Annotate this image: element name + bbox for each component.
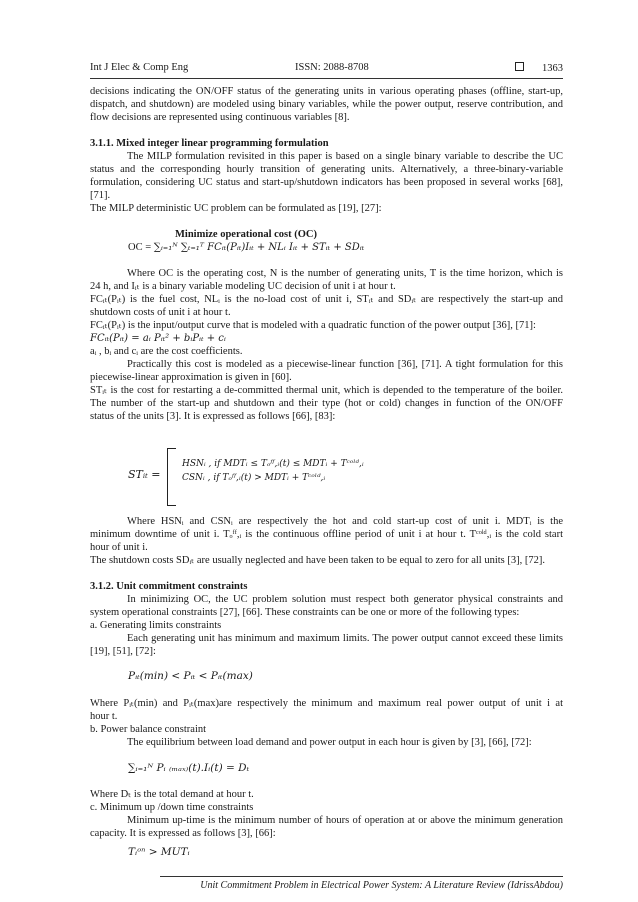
checkbox-square-icon <box>515 62 524 71</box>
power-balance-equation: ∑ᵢ₌₁ᴺ Pᵢ ₍ₘₐₓ₎(t).Iᵢ(t) = Dₜ <box>128 762 250 774</box>
shutdown-cost-line: The shutdown costs SDᵢₜ are usually neglected and have been taken to be equal to zero for all units [3], [72]. <box>90 555 546 566</box>
where-startup-line-3: hour of unit i. <box>90 542 148 553</box>
intro-paragraph: decisions indicating the ON/OFF status of the generating units in various operating phases (offline, start-up, dispatch, and shutdown) are modeled using binary variables, while the power output, reserve contribution, and flow decisions are represented using continuous variables [8]. <box>90 86 563 123</box>
objective-rhs: ∑ᵢ₌₁ᴺ ∑ₜ₌₁ᵀ FCᵢₜ(Pᵢₜ)Iᵢₜ + NLᵢ Iᵢₜ + STᵢₜ + SDᵢₜ <box>153 242 365 253</box>
list-item-b: b. Power balance constraint <box>90 724 207 735</box>
startup-cost-line-3: status of the units [3]. It is expressed as follows [66], [83]: <box>90 411 336 422</box>
journal-name: Int J Elec & Comp Eng <box>90 62 189 73</box>
page-header <box>90 62 563 76</box>
list-item-b-text: The equilibrium between load demand and power output in each hour is given by [3], [66], [72]: <box>127 737 532 748</box>
running-footer: Unit Commitment Problem in Electrical Power System: A Literature Review (IdrissAbdou) <box>200 880 563 891</box>
list-item-c-text: Minimum up-time is the minimum number of hours of operation at or above the minimum generation capacity. It is expressed as follows [3], [66]: <box>90 815 563 839</box>
startup-case-cold: CSNᵢ , if Tₒᶠᶠ,ᵢ(t) > MDTᵢ + Tᶜᵒˡᵈ,ᵢ <box>182 473 326 483</box>
min-up-time-equation: Tᵢᵒⁿ > MUTᵢ <box>128 846 190 858</box>
where-limits-line-2: hour t. <box>90 711 118 722</box>
section-heading-3-1-2: 3.1.2. Unit commitment constraints <box>90 581 248 592</box>
list-item-a: a. Generating limits constraints <box>90 620 222 631</box>
objective-lhs: OC = <box>128 242 154 253</box>
startup-cost-lhs: STᵢₜ = <box>128 468 161 481</box>
where-oc-line-3: FCᵢₜ(Pᵢₜ) is the fuel cost, NLᵢ is the no-load cost of unit i, STᵢₜ and SDᵢₜ are respectively the start-up and <box>90 294 563 305</box>
list-item-c: c. Minimum up /down time constraints <box>90 802 254 813</box>
issn: ISSN: 2088-8708 <box>295 62 369 73</box>
fuel-cost-line: FCᵢₜ(Pᵢₜ) is the input/output curve that is modeled with a quadratic function of the power output [36], [71]: <box>90 320 536 331</box>
where-startup-line-2: minimum downtime of unit i. Tₒᶠᶠ,ᵢ is the continuous offline period of unit i at hour t. Tᶜᵒˡᵈ,ᵢ is the cold start <box>90 529 563 540</box>
constraints-paragraph: In minimizing OC, the UC problem solution must respect both generator physical constraints and system operational constraints [27], [66]. These constraints can be one or more of the following types: <box>90 594 563 618</box>
objective-title: Minimize operational cost (OC) <box>175 229 318 240</box>
page-number-group <box>515 62 563 74</box>
section-heading-3-1-1: 3.1.1. Mixed integer linear programming formulation <box>90 138 329 149</box>
footer-rule <box>160 876 563 877</box>
fuel-cost-equation: FCᵢₜ(Pᵢₜ) = aᵢ Pᵢₜ² + bᵢPᵢₜ + cᵢ <box>90 333 226 344</box>
where-limits-line-1: Where Pᵢₜ(min) and Pᵢₜ(max)are respectively the minimum and maximum real power output of unit i at <box>90 698 563 709</box>
list-item-a-text: Each generating unit has minimum and maximum limits. The power output cannot exceed these limits [19], [51], [72]: <box>90 633 563 657</box>
where-oc-line-4: shutdown costs of unit i at hour t. <box>90 307 231 318</box>
milp-paragraph: The MILP formulation revisited in this paper is based on a single binary variable to describe the UC status and the corresponding hourly transition of generating units. Alternatively, a three-binary-variable formulation, considering UC status and start-up/shutdown indicators has been proposed in several works [68], [71]. <box>90 151 563 201</box>
where-demand-line: Where Dₜ is the total demand at hour t. <box>90 789 254 800</box>
where-startup-line-1: Where HSNᵢ and CSNᵢ are respectively the hot and cold start-up cost of unit i. MDTᵢ is the <box>127 516 563 527</box>
cost-coefficients-line: aᵢ , bᵢ and cᵢ are the cost coefficients. <box>90 346 243 357</box>
header-rule <box>90 78 563 79</box>
where-oc-line-1: Where OC is the operating cost, N is the number of generating units, T is the time horizon, which is <box>127 268 563 279</box>
generating-limits-equation: Pᵢₜ(min) < Pᵢₜ < Pᵢₜ(max) <box>128 670 253 682</box>
piecewise-line-1: Practically this cost is modeled as a piecewise-linear function [36], [71]. A tight formulation for this <box>127 359 563 370</box>
milp-formulated-line: The MILP deterministic UC problem can be formulated as [19], [27]: <box>90 203 382 214</box>
startup-cost-line-1: STᵢₜ is the cost for restarting a de-committed thermal unit, which is depended to the temperature of the boiler. <box>90 385 563 396</box>
piecewise-brace <box>167 448 176 506</box>
startup-case-hot: HSNᵢ , if MDTᵢ ≤ Tₒᶠᶠ,ᵢ(t) ≤ MDTᵢ + Tᶜᵒˡᵈ,ᵢ <box>182 459 364 469</box>
objective-equation <box>128 241 364 254</box>
piecewise-line-2: piecewise-linear approximation is given in [60]. <box>90 372 292 383</box>
where-oc-line-2: 24 h, and Iᵢₜ is a binary variable modeling UC decision of unit i at hour t. <box>90 281 396 292</box>
page-number: 1363 <box>542 63 563 74</box>
startup-cost-line-2: The number of the start-up and shutdown and their type (hot or cold) changes in function of the ON/OFF <box>90 398 563 409</box>
